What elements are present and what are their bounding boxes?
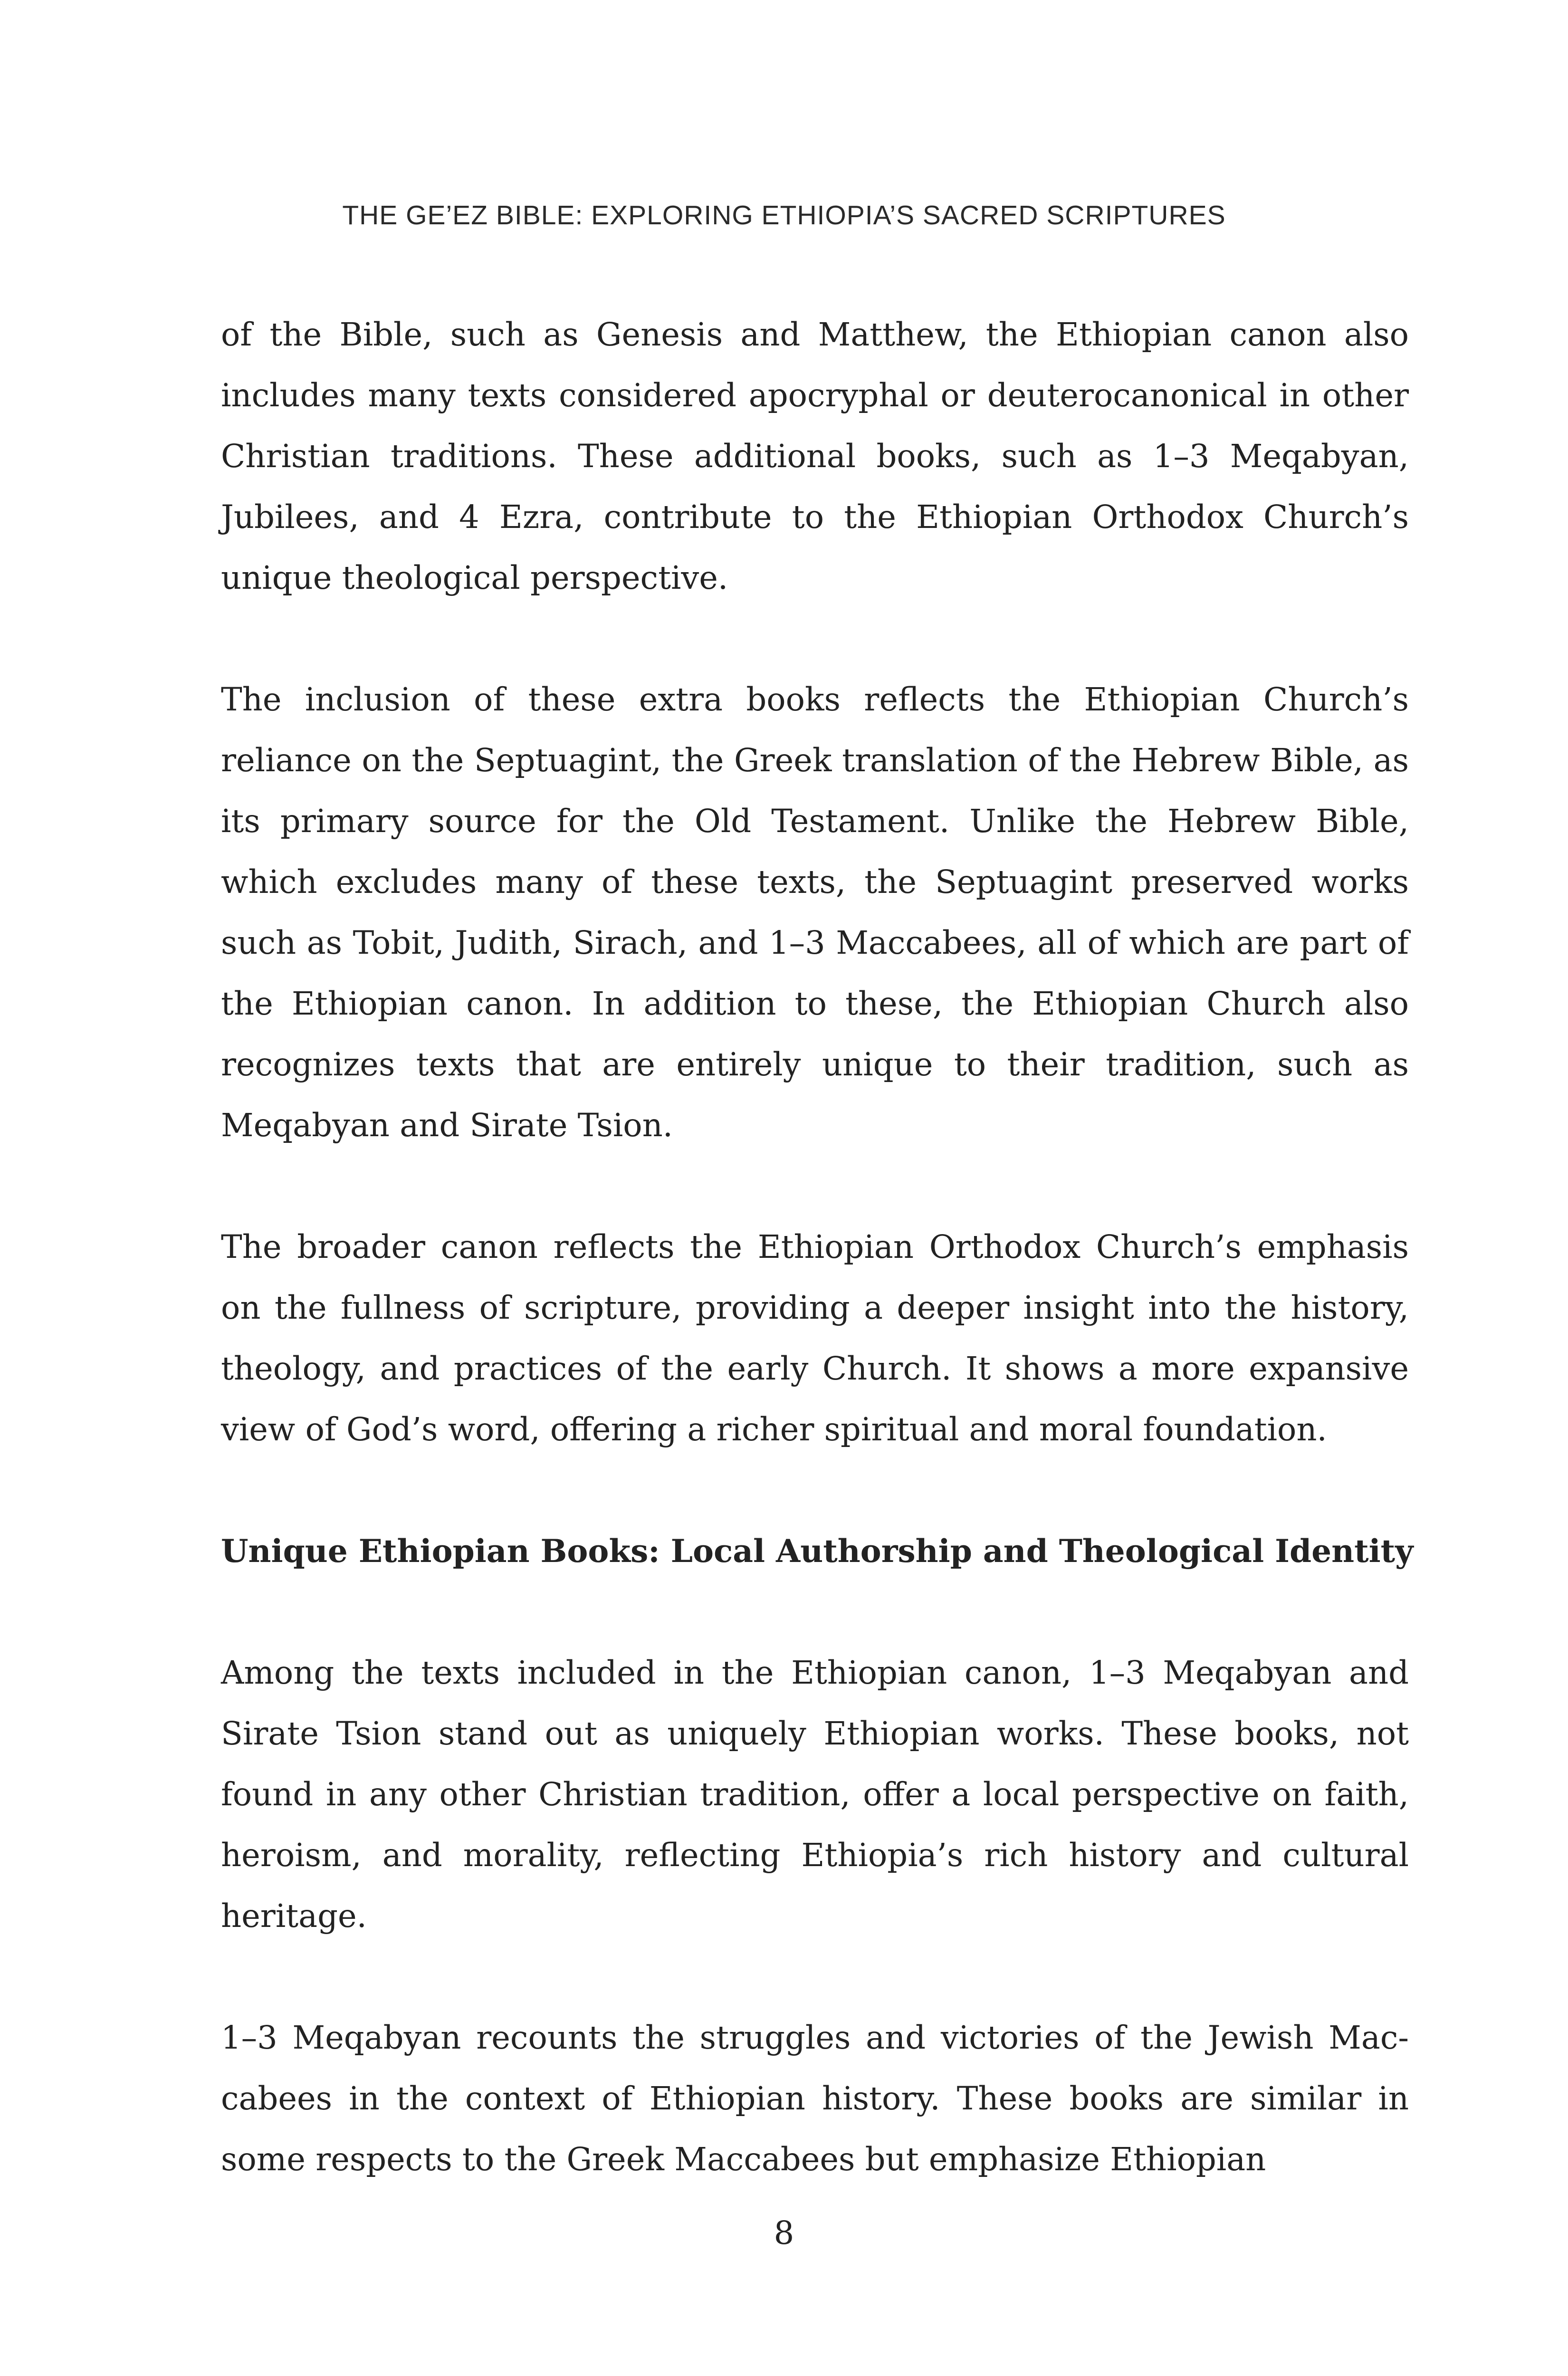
paragraph: Among the texts included in the Ethiopian canon, 1–3 Meqabyan and Sirate Tsion stand out as uniquely Ethiopian works. These books, not found in any other Christian tradition, offer a local perspective on faith, heroism, and morality, reflecting Ethiopia’s rich history and cultural heritage.	[221, 1654, 1409, 1935]
body-text	[221, 304, 1414, 2251]
running-header: THE GE’EZ BIBLE: EXPLORING ETHIOPIA’S SACRED SCRIPTURES	[342, 200, 1226, 230]
section-heading: Unique Ethiopian Books: Local Authorship and Theological Identity	[221, 1533, 1414, 1570]
paragraph: The broader canon reflects the Ethiopian Orthodox Church’s emphasis on the fullness of scripture, providing a deeper insight into the history, theology, and practices of the early Church. It shows a more expansive view of God’s word, offering a richer spiritual and moral foundation.	[221, 1228, 1409, 1448]
paragraph: of the Bible, such as Genesis and Matthew, the Ethiopian canon also includes many texts considered apocryphal or deuterocanonical in other Christian traditions. These additional books, such as 1–3 Meqabyan, Jubilees, and 4 Ezra, contribute to the Ethiopian Orthodox Church’s unique theological perspective.	[221, 316, 1409, 596]
paragraph: 1–3 Meqabyan recounts the struggles and victories of the Jewish Maccabees in the context of Ethiopian history. These books are similar in some respects to the Greek Maccabees but emphasize Ethiopian	[221, 2019, 1409, 2178]
page-number: 8	[774, 2214, 794, 2251]
paragraph: The inclusion of these extra books reflects the Ethiopian Church’s reliance on the Septuagint, the Greek translation of the Hebrew Bible, as its primary source for the Old Testament. Unlike the Hebrew Bible, which excludes many of these texts, the Septuagint preserved works such as Tobit, Judith, Sirach, and 1–3 Maccabees, all of which are part of the Ethiopian canon. In addition to these, the Ethiopian Church also recognizes texts that are entirely unique to their tradition, such as Meqabyan and Sirate Tsion.	[221, 681, 1409, 1144]
